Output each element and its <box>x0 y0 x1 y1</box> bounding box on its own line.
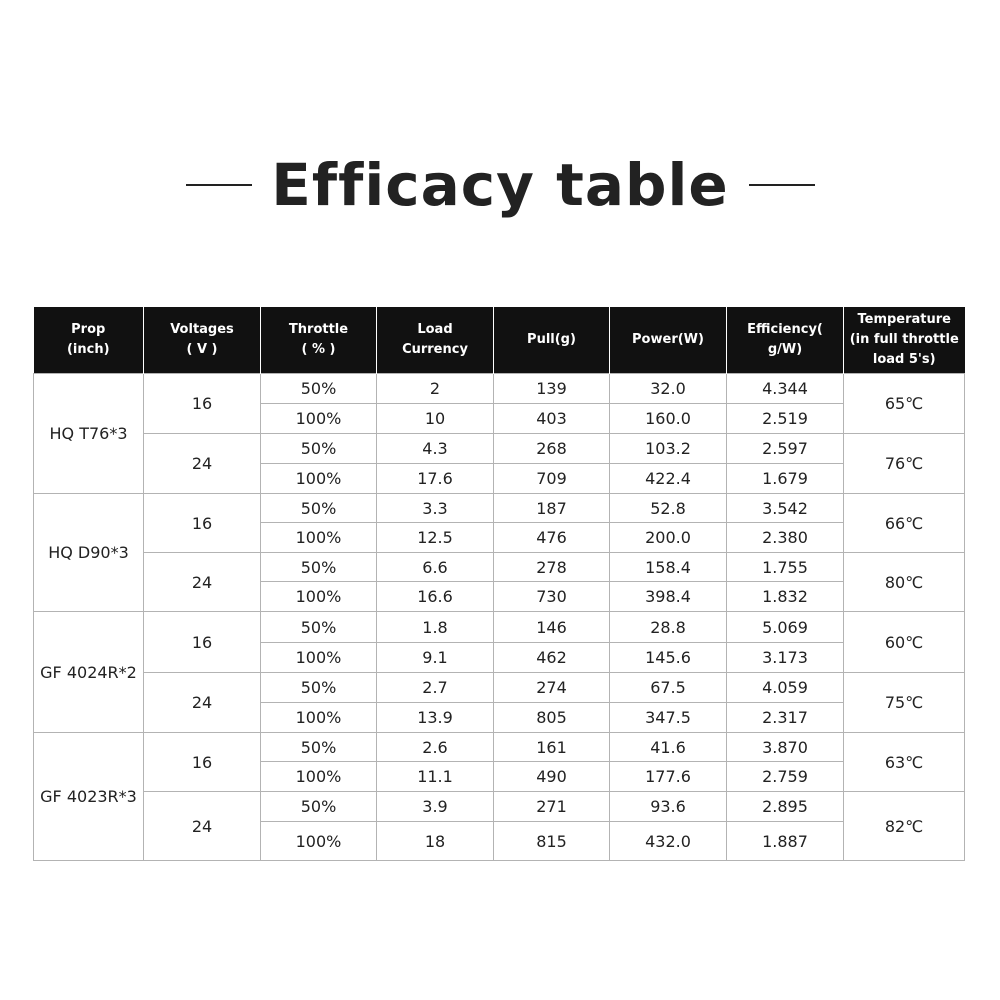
temperature-cell: 76℃ <box>844 434 965 494</box>
header-prop: Prop (inch) <box>34 307 144 374</box>
efficiency-cell: 3.173 <box>727 643 844 673</box>
temperature-cell: 82℃ <box>844 792 965 861</box>
pull-cell: 476 <box>494 523 610 553</box>
load-cell: 11.1 <box>377 762 494 792</box>
prop-cell: HQ T76*3 <box>34 374 144 494</box>
power-cell: 28.8 <box>610 612 727 643</box>
efficiency-cell: 1.887 <box>727 822 844 861</box>
load-cell: 12.5 <box>377 523 494 553</box>
header-power: Power(W) <box>610 307 727 374</box>
power-cell: 93.6 <box>610 792 727 822</box>
load-cell: 13.9 <box>377 703 494 733</box>
efficiency-cell: 2.597 <box>727 434 844 464</box>
table-row <box>34 792 965 822</box>
load-cell: 6.6 <box>377 553 494 582</box>
power-cell: 41.6 <box>610 733 727 762</box>
throttle-cell: 50% <box>261 792 377 822</box>
power-cell: 200.0 <box>610 523 727 553</box>
temperature-cell: 66℃ <box>844 494 965 553</box>
efficiency-cell: 3.870 <box>727 733 844 762</box>
load-cell: 9.1 <box>377 643 494 673</box>
throttle-cell: 100% <box>261 762 377 792</box>
throttle-cell: 100% <box>261 464 377 494</box>
pull-cell: 271 <box>494 792 610 822</box>
table-row <box>34 494 965 523</box>
header-load-currency: Load Currency <box>377 307 494 374</box>
prop-cell: GF 4023R*3 <box>34 733 144 861</box>
header-throttle: Throttle ( % ) <box>261 307 377 374</box>
temperature-cell: 65℃ <box>844 374 965 434</box>
voltage-cell: 24 <box>144 553 261 612</box>
voltage-cell: 24 <box>144 792 261 861</box>
load-cell: 2 <box>377 374 494 404</box>
header-temperature: Temperature (in full throttle load 5's) <box>844 307 965 374</box>
load-cell: 1.8 <box>377 612 494 643</box>
throttle-cell: 50% <box>261 733 377 762</box>
pull-cell: 490 <box>494 762 610 792</box>
efficiency-cell: 2.380 <box>727 523 844 553</box>
header-voltages: Voltages ( V ) <box>144 307 261 374</box>
table-row <box>34 553 965 582</box>
voltage-cell: 16 <box>144 494 261 553</box>
power-cell: 52.8 <box>610 494 727 523</box>
title-rule-left <box>186 184 252 186</box>
power-cell: 347.5 <box>610 703 727 733</box>
pull-cell: 146 <box>494 612 610 643</box>
temperature-cell: 80℃ <box>844 553 965 612</box>
load-cell: 3.9 <box>377 792 494 822</box>
throttle-cell: 100% <box>261 404 377 434</box>
throttle-cell: 50% <box>261 434 377 464</box>
efficiency-cell: 1.679 <box>727 464 844 494</box>
load-cell: 16.6 <box>377 582 494 612</box>
voltage-cell: 16 <box>144 374 261 434</box>
power-cell: 160.0 <box>610 404 727 434</box>
efficiency-cell: 1.832 <box>727 582 844 612</box>
power-cell: 177.6 <box>610 762 727 792</box>
efficiency-cell: 4.344 <box>727 374 844 404</box>
pull-cell: 805 <box>494 703 610 733</box>
power-cell: 398.4 <box>610 582 727 612</box>
pull-cell: 730 <box>494 582 610 612</box>
throttle-cell: 50% <box>261 374 377 404</box>
title-rule-right <box>749 184 815 186</box>
pull-cell: 274 <box>494 673 610 703</box>
pull-cell: 139 <box>494 374 610 404</box>
pull-cell: 161 <box>494 733 610 762</box>
table-row <box>34 733 965 762</box>
pull-cell: 268 <box>494 434 610 464</box>
load-cell: 17.6 <box>377 464 494 494</box>
pull-cell: 462 <box>494 643 610 673</box>
table-row <box>34 374 965 404</box>
pull-cell: 187 <box>494 494 610 523</box>
load-cell: 2.6 <box>377 733 494 762</box>
temperature-cell: 63℃ <box>844 733 965 792</box>
temperature-cell: 60℃ <box>844 612 965 673</box>
power-cell: 158.4 <box>610 553 727 582</box>
throttle-cell: 100% <box>261 582 377 612</box>
prop-cell: HQ D90*3 <box>34 494 144 612</box>
efficiency-cell: 2.759 <box>727 762 844 792</box>
prop-cell: GF 4024R*2 <box>34 612 144 733</box>
voltage-cell: 16 <box>144 733 261 792</box>
table-body <box>34 374 965 861</box>
load-cell: 10 <box>377 404 494 434</box>
throttle-cell: 100% <box>261 703 377 733</box>
efficacy-table <box>33 307 965 861</box>
efficiency-cell: 3.542 <box>727 494 844 523</box>
load-cell: 3.3 <box>377 494 494 523</box>
power-cell: 145.6 <box>610 643 727 673</box>
efficiency-cell: 5.069 <box>727 612 844 643</box>
load-cell: 18 <box>377 822 494 861</box>
page-title: Efficacy table <box>271 151 729 219</box>
pull-cell: 278 <box>494 553 610 582</box>
power-cell: 32.0 <box>610 374 727 404</box>
throttle-cell: 100% <box>261 643 377 673</box>
throttle-cell: 50% <box>261 673 377 703</box>
load-cell: 4.3 <box>377 434 494 464</box>
header-pull: Pull(g) <box>494 307 610 374</box>
throttle-cell: 100% <box>261 822 377 861</box>
throttle-cell: 50% <box>261 612 377 643</box>
efficiency-cell: 2.317 <box>727 703 844 733</box>
efficiency-cell: 1.755 <box>727 553 844 582</box>
power-cell: 432.0 <box>610 822 727 861</box>
throttle-cell: 50% <box>261 494 377 523</box>
pull-cell: 403 <box>494 404 610 434</box>
throttle-cell: 50% <box>261 553 377 582</box>
efficiency-cell: 4.059 <box>727 673 844 703</box>
title-area <box>0 140 1000 230</box>
temperature-cell: 75℃ <box>844 673 965 733</box>
efficiency-cell: 2.895 <box>727 792 844 822</box>
throttle-cell: 100% <box>261 523 377 553</box>
voltage-cell: 24 <box>144 673 261 733</box>
table-row <box>34 673 965 703</box>
table-row <box>34 434 965 464</box>
power-cell: 67.5 <box>610 673 727 703</box>
pull-cell: 815 <box>494 822 610 861</box>
header-efficiency: Efficiency( g/W) <box>727 307 844 374</box>
table-row <box>34 612 965 643</box>
header-row <box>34 307 965 374</box>
pull-cell: 709 <box>494 464 610 494</box>
power-cell: 422.4 <box>610 464 727 494</box>
voltage-cell: 16 <box>144 612 261 673</box>
voltage-cell: 24 <box>144 434 261 494</box>
load-cell: 2.7 <box>377 673 494 703</box>
power-cell: 103.2 <box>610 434 727 464</box>
efficiency-cell: 2.519 <box>727 404 844 434</box>
